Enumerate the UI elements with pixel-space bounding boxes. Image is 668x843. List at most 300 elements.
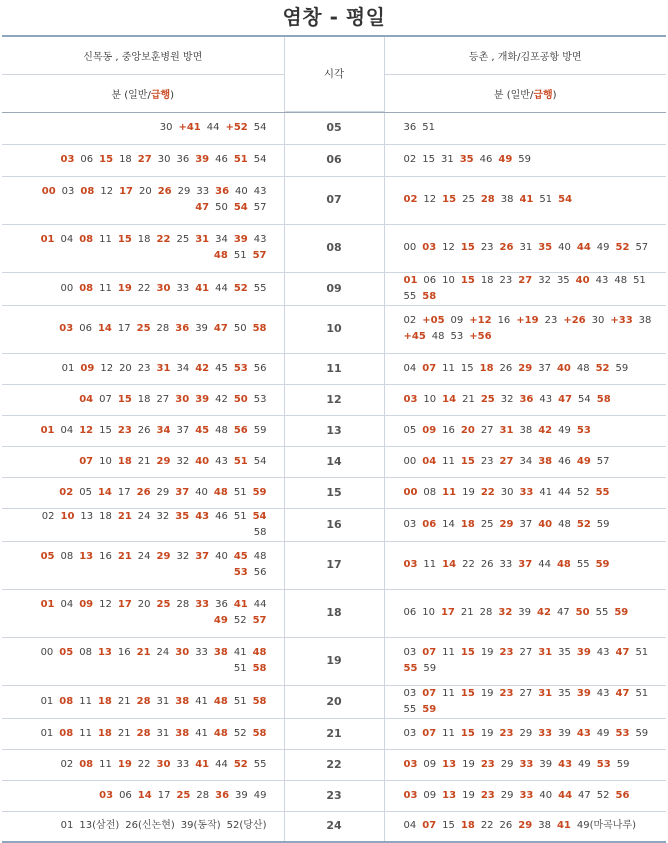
regular-minute: 18 [480, 274, 494, 286]
timetable-row [2, 589, 666, 637]
regular-minute: 58 [253, 526, 267, 538]
express-minute: 47 [615, 647, 630, 658]
express-minute: 07 [79, 455, 94, 467]
regular-minute: 11 [442, 455, 455, 467]
express-minute: +12 [469, 315, 492, 326]
left-minutes-cell [2, 144, 284, 176]
regular-minute: 33 [176, 282, 190, 294]
regular-minute: 59 [635, 727, 649, 739]
regular-minute: 02 [403, 315, 417, 326]
regular-minute: 28 [479, 607, 493, 618]
regular-minute: 26 [480, 559, 494, 570]
regular-minute: 39 [539, 758, 553, 770]
regular-minute: 27 [480, 424, 494, 436]
express-minute: 25 [136, 323, 151, 334]
hour-cell: 22 [284, 749, 384, 780]
regular-minute: 11 [79, 727, 92, 739]
express-minute: 04 [422, 455, 437, 467]
regular-minute: 40 [195, 486, 208, 498]
regular-minute: 33 [195, 647, 208, 658]
express-minute: 14 [442, 393, 457, 405]
express-minute: 23 [499, 647, 514, 658]
regular-minute: 52 [596, 789, 610, 801]
express-minute: 36 [519, 393, 534, 405]
express-minute: 41 [233, 599, 248, 610]
express-minute: 58 [252, 323, 267, 334]
timetable-row [2, 508, 666, 541]
express-minute: 31 [195, 234, 210, 245]
regular-minute: 19 [480, 727, 494, 739]
regular-minute: 22 [480, 820, 494, 832]
hour-cell: 16 [284, 508, 384, 541]
express-minute: 48 [213, 486, 228, 498]
express-minute: 17 [440, 607, 455, 618]
hour-cell: 18 [284, 589, 384, 637]
express-minute: 51 [233, 455, 248, 467]
express-minute: 45 [195, 424, 210, 436]
regular-minute: 25 [462, 194, 475, 205]
regular-minute: 29 [500, 758, 514, 770]
express-minute: 37 [195, 551, 210, 562]
regular-minute: 19 [462, 486, 475, 498]
timetable-row [2, 541, 666, 589]
regular-minute: 48 [614, 274, 628, 286]
regular-minute: 46 [215, 510, 228, 522]
right-minutes-cell [384, 541, 666, 589]
regular-minute: 31 [156, 695, 170, 707]
regular-minute: 14 [442, 518, 455, 530]
regular-minute: 08 [60, 551, 74, 562]
express-minute: 38 [175, 727, 190, 739]
left-minutes-cell [2, 176, 284, 224]
express-minute: 35 [538, 242, 553, 253]
express-minute: +41 [178, 122, 201, 133]
timetable-row [2, 685, 666, 718]
regular-minute: 55 [253, 282, 267, 294]
regular-minute: 39 [235, 789, 248, 801]
regular-minute: 41 [195, 727, 208, 739]
express-minute: 07 [422, 820, 437, 832]
express-minute: 36 [215, 789, 230, 801]
timetable-row [2, 305, 666, 353]
timetable-row [2, 811, 666, 842]
express-minute: 50 [575, 607, 590, 618]
regular-minute: 37 [519, 518, 533, 530]
express-minute: 31 [499, 424, 514, 436]
regular-minute: 11 [99, 758, 112, 770]
left-minutes-cell [2, 508, 284, 541]
regular-minute: 11 [442, 647, 455, 658]
express-minute: 52 [595, 362, 610, 374]
timetable-row [2, 384, 666, 415]
regular-minute: 56 [253, 362, 267, 374]
timetable-row [2, 144, 666, 176]
express-minute: 58 [252, 663, 267, 674]
regular-minute: 44 [215, 758, 228, 770]
hour-cell: 09 [284, 272, 384, 305]
regular-minute: 21 [462, 393, 475, 405]
regular-minute: 45 [215, 362, 228, 374]
regular-minute: 05 [403, 424, 417, 436]
regular-minute: 43 [215, 455, 228, 467]
express-minute: 03 [99, 789, 114, 801]
regular-minute: 38 [500, 194, 514, 205]
express-minute: 40 [195, 455, 210, 467]
regular-minute: 52 [576, 486, 590, 498]
express-minute: 23 [499, 727, 514, 739]
express-minute: 03 [59, 323, 74, 334]
regular-minute: 24 [137, 510, 151, 522]
regular-minute: 37 [176, 424, 190, 436]
left-minutes-cell [2, 224, 284, 272]
timetable-row [2, 176, 666, 224]
regular-minute: 01 [61, 362, 75, 374]
express-minute: 44 [558, 789, 573, 801]
regular-minute: 44 [206, 122, 220, 133]
regular-minute: 28 [176, 599, 190, 610]
hour-cell: 08 [284, 224, 384, 272]
regular-minute: 57 [253, 202, 267, 213]
express-minute: 08 [79, 758, 94, 770]
regular-minute: 02 [41, 510, 55, 522]
timetable [2, 35, 666, 843]
express-minute: 55 [403, 663, 418, 674]
express-minute: 42 [195, 362, 210, 374]
right-minutes-cell [384, 589, 666, 637]
regular-minute: 28 [156, 323, 170, 334]
regular-minute: 51 [233, 486, 247, 498]
regular-minute: 51 [233, 663, 247, 674]
left-minutes-cell [2, 112, 284, 144]
regular-minute: 00 [40, 647, 54, 658]
regular-minute: 01 [40, 727, 54, 739]
express-minute: 01 [403, 274, 418, 286]
right-direction-header: 등촌 , 개화/김포공항 방면 [384, 36, 666, 75]
express-minute: 48 [213, 695, 228, 707]
express-minute: 49 [576, 455, 591, 467]
regular-minute: 29 [500, 789, 514, 801]
right-minutes-cell [384, 415, 666, 446]
regular-minute: 38 [638, 315, 652, 326]
regular-minute: 12 [442, 242, 455, 253]
regular-minute: 10 [423, 393, 437, 405]
express-minute: 03 [403, 789, 418, 801]
express-minute: 21 [117, 551, 132, 562]
express-minute: 27 [137, 154, 152, 165]
regular-minute: 06 [403, 607, 417, 618]
regular-minute: 00 [60, 282, 74, 294]
regular-minute: 11 [442, 362, 455, 374]
express-minute: 53 [596, 758, 611, 770]
regular-minute: 23 [480, 242, 494, 253]
express-minute: 23 [480, 789, 495, 801]
regular-minute: 26 [137, 424, 151, 436]
regular-minute: 36 [176, 154, 190, 165]
express-minute: 22 [480, 486, 495, 498]
regular-minute: 43 [595, 274, 609, 286]
timetable-row [2, 718, 666, 749]
express-minute: 12 [79, 424, 94, 436]
regular-minute: 52 [233, 615, 247, 626]
express-minute: 18 [97, 695, 112, 707]
regular-minute: 54 [253, 122, 267, 133]
express-minute: 33 [195, 599, 210, 610]
regular-minute: 04 [60, 424, 74, 436]
regular-minute: 15 [99, 424, 112, 436]
regular-minute: 03 [403, 727, 417, 739]
time-column-header: 시각 [284, 36, 384, 111]
timetable-row [2, 446, 666, 477]
regular-minute: 21 [137, 455, 151, 467]
express-minute: 28 [480, 194, 495, 205]
regular-minute: 44 [215, 282, 228, 294]
express-minute: 08 [59, 727, 74, 739]
express-minute: 23 [499, 687, 514, 699]
express-minute: 03 [403, 559, 418, 570]
express-minute: 59 [252, 486, 267, 498]
hour-cell: 20 [284, 685, 384, 718]
regular-minute: 47 [556, 607, 570, 618]
left-minutes-cell [2, 749, 284, 780]
express-minute: 25 [156, 599, 171, 610]
regular-minute: 44 [538, 559, 551, 570]
express-minute: 07 [422, 727, 437, 739]
regular-minute: 04 [403, 820, 417, 832]
regular-minute: 11 [442, 687, 455, 699]
express-minute: 21 [136, 647, 151, 658]
regular-minute: 40 [539, 789, 553, 801]
express-minute: 15 [460, 455, 475, 467]
regular-minute: 57 [635, 242, 649, 253]
express-minute: 27 [499, 455, 514, 467]
express-minute: 52 [576, 518, 591, 530]
hour-cell: 05 [284, 112, 384, 144]
right-minutes-cell [384, 637, 666, 685]
express-minute: 28 [136, 695, 151, 707]
regular-minute: 20 [138, 186, 152, 197]
regular-minute: 12 [99, 599, 112, 610]
regular-minute: 51 [233, 510, 247, 522]
express-minute: 42 [537, 607, 551, 618]
regular-minute: 00 [403, 242, 417, 253]
regular-minute: 19 [480, 647, 494, 658]
right-minutes-cell [384, 112, 666, 144]
regular-minute: 27 [519, 687, 533, 699]
regular-minute: 48 [558, 518, 571, 530]
regular-minute: 11 [442, 727, 455, 739]
regular-minute: 02 [403, 154, 417, 165]
regular-minute: 09 [423, 758, 437, 770]
left-minutes-cell [2, 589, 284, 637]
regular-minute: 27 [156, 393, 170, 405]
express-minute: 54 [252, 510, 267, 522]
left-minutes-cell [2, 780, 284, 811]
regular-minute: 40 [235, 186, 248, 197]
express-minute: 45 [233, 551, 248, 562]
regular-minute: 54 [253, 154, 267, 165]
hour-cell: 13 [284, 415, 384, 446]
regular-minute: 55 [403, 290, 417, 302]
regular-minute: 00 [403, 455, 417, 467]
express-minute: 30 [175, 393, 190, 405]
regular-minute: 43 [253, 234, 267, 245]
express-minute: 25 [176, 789, 191, 801]
regular-minute: 35 [558, 647, 571, 658]
express-minute: 40 [538, 518, 553, 530]
left-minutes-cell [2, 637, 284, 685]
regular-minute: 39 [558, 727, 571, 739]
express-minute: 33 [538, 727, 553, 739]
regular-minute: 18 [137, 393, 151, 405]
express-minute: 49 [213, 615, 228, 626]
regular-minute: 19 [462, 789, 475, 801]
express-minute: 00 [41, 186, 56, 197]
express-minute: 52 [233, 282, 248, 294]
regular-minute: 04 [60, 599, 74, 610]
express-minute: 39 [576, 687, 591, 699]
regular-minute: 34 [519, 455, 533, 467]
express-minute: 34 [156, 424, 171, 436]
right-minutes-cell [384, 749, 666, 780]
express-minute: 29 [156, 455, 171, 467]
regular-minute: 20 [137, 599, 151, 610]
regular-minute: 33 [499, 559, 513, 570]
express-minute: 01 [40, 599, 55, 610]
regular-minute: 49 [596, 242, 610, 253]
express-minute: 15 [460, 727, 475, 739]
timetable-row [2, 415, 666, 446]
express-minute: 38 [538, 455, 553, 467]
regular-minute: 21 [460, 607, 474, 618]
express-minute: 18 [479, 362, 494, 374]
regular-minute: 12 [100, 186, 114, 197]
regular-minute: 22 [137, 282, 151, 294]
right-minutes-header: 분 (일반/급행) [384, 75, 666, 112]
right-minutes-cell [384, 353, 666, 384]
right-minutes-cell [384, 685, 666, 718]
right-minutes-cell [384, 780, 666, 811]
express-minute: 27 [518, 274, 533, 286]
regular-minute: 51 [635, 687, 649, 699]
express-minute: 09 [79, 599, 94, 610]
regular-minute: 48 [576, 362, 590, 374]
regular-minute: 51 [635, 647, 649, 658]
right-minutes-cell [384, 811, 666, 842]
express-minute: 18 [97, 727, 112, 739]
hour-cell: 11 [284, 353, 384, 384]
regular-minute: 32 [156, 510, 170, 522]
express-minute: 47 [558, 393, 573, 405]
regular-minute: 12 [423, 194, 437, 205]
express-minute: 36 [215, 186, 230, 197]
regular-minute: 50 [233, 323, 247, 334]
express-minute: 33 [519, 486, 534, 498]
express-minute: 39 [195, 154, 210, 165]
regular-minute: 52 [233, 727, 247, 739]
express-minute: 30 [156, 282, 171, 294]
express-minute: 09 [80, 362, 95, 374]
regular-minute: 48 [253, 551, 267, 562]
regular-minute: 53 [450, 331, 464, 342]
regular-minute: 07 [99, 393, 112, 405]
regular-minute: 59 [253, 424, 267, 436]
express-minute: 41 [195, 758, 210, 770]
hour-cell: 14 [284, 446, 384, 477]
regular-minute: 03 [403, 647, 417, 658]
regular-minute: 31 [440, 154, 454, 165]
express-minute: 26 [136, 486, 151, 498]
express-minute: 07 [422, 647, 437, 658]
regular-minute: 25 [480, 518, 494, 530]
express-minute: 18 [460, 518, 475, 530]
express-minute: 57 [252, 615, 267, 626]
right-minutes-cell [384, 718, 666, 749]
timetable-row [2, 637, 666, 685]
express-minute: 32 [498, 607, 513, 618]
regular-minute: 40 [558, 242, 571, 253]
hour-cell: 15 [284, 477, 384, 508]
regular-minute: 44 [253, 599, 267, 610]
express-minute: 48 [556, 559, 571, 570]
express-minute: 01 [40, 424, 55, 436]
express-minute: 33 [519, 789, 534, 801]
regular-minute: 32 [176, 551, 190, 562]
right-minutes-cell [384, 477, 666, 508]
express-minute: 06 [422, 518, 437, 530]
express-minute: 03 [403, 393, 418, 405]
express-minute: 15 [460, 242, 475, 253]
express-minute: 58 [252, 695, 267, 707]
regular-minute: 49 [578, 758, 591, 770]
regular-minute: 16 [442, 424, 455, 436]
regular-minute: 30 [159, 122, 173, 133]
timetable-row [2, 224, 666, 272]
right-minutes-cell [384, 272, 666, 305]
express-minute: 52 [615, 242, 630, 253]
express-minute: 03 [403, 758, 418, 770]
regular-minute: 41 [539, 486, 553, 498]
left-minutes-cell [2, 384, 284, 415]
regular-minute: 08 [423, 486, 437, 498]
express-minute: 37 [175, 486, 190, 498]
regular-minute: 16 [117, 647, 131, 658]
express-minute: +33 [610, 315, 633, 326]
left-minutes-cell [2, 718, 284, 749]
express-minute: 31 [156, 362, 171, 374]
express-minute: 53 [233, 362, 248, 374]
regular-minute: 30 [500, 486, 514, 498]
express-minute: 47 [213, 323, 228, 334]
regular-minute: 06 [119, 789, 132, 801]
express-minute: +56 [469, 331, 492, 342]
regular-minute: 24 [156, 647, 170, 658]
regular-minute: 11 [99, 282, 112, 294]
express-minute: 15 [442, 194, 457, 205]
express-minute: 01 [40, 234, 55, 245]
right-minutes-cell [384, 305, 666, 353]
regular-minute: 49 [253, 789, 267, 801]
regular-minute: 55 [403, 703, 417, 715]
express-minute: 40 [575, 274, 590, 286]
express-minute: 58 [252, 727, 267, 739]
regular-minute: 05 [79, 486, 92, 498]
timetable-row [2, 477, 666, 508]
regular-minute: 38 [538, 820, 551, 832]
regular-minute: 48 [215, 424, 228, 436]
regular-minute: 42 [215, 393, 228, 405]
regular-minute: 15 [442, 820, 455, 832]
express-minute: 02 [403, 194, 418, 205]
